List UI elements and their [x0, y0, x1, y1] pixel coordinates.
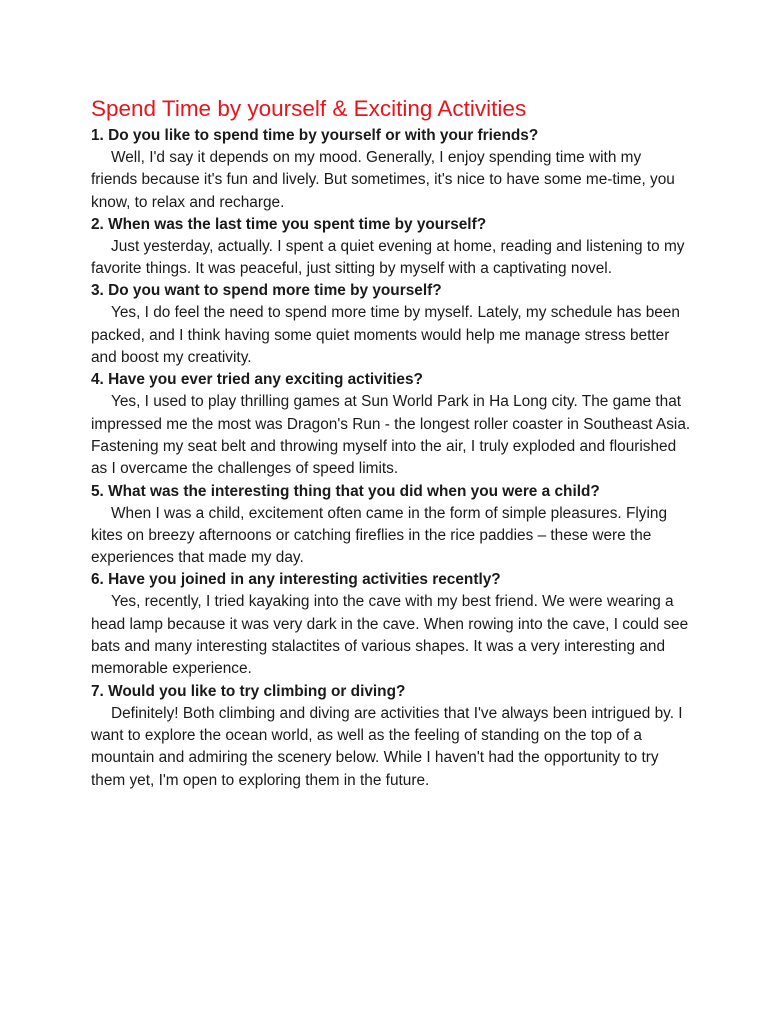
- qa-item-7: [91, 681, 691, 792]
- qa-item-3: [91, 280, 691, 369]
- question-text: 7. Would you like to try climbing or diving?: [91, 682, 406, 700]
- answer-text: When I was a child, excitement often came in the form of simple pleasures. Flying kites on breezy afternoons or catching fireflies in the rice paddies – these were the experiences that made my day.: [91, 504, 668, 567]
- document-title: Spend Time by yourself & Exciting Activities: [91, 96, 527, 121]
- qa-item-4: [91, 369, 691, 480]
- question-text: 2. When was the last time you spent time by yourself?: [91, 215, 487, 233]
- question-text: 5. What was the interesting thing that you did when you were a child?: [91, 482, 600, 500]
- qa-item-2: [91, 214, 691, 281]
- question-text: 1. Do you like to spend time by yourself or with your friends?: [91, 127, 539, 144]
- answer-text: Yes, recently, I tried kayaking into the cave with my best friend. We were wearing a head lamp because it was very dark in the cave. When rowing into the cave, I could see bats and many interesting stalactites of various shapes. It was a very interesting and memorable experience.: [91, 593, 689, 678]
- answer-text: Definitely! Both climbing and diving are activities that I've always been intrigued by. I want to explore the ocean world, as well as the feeling of standing on the top of a mountain and admiring the scenery below. While I haven't had the opportunity to try them yet, I'm open to exploring them in the future.: [91, 704, 683, 789]
- answer-text: Well, I'd say it depends on my mood. Generally, I enjoy spending time with my friends because it's fun and lively. But sometimes, it's nice to have some me-time, you know, to relax and recharge.: [91, 149, 675, 211]
- document-page: [91, 94, 691, 792]
- question-text: 4. Have you ever tried any exciting activities?: [91, 371, 423, 389]
- answer-text: Yes, I do feel the need to spend more time by myself. Lately, my schedule has been packed, and I think having some quiet moments would help me manage stress better and boost my creativity.: [91, 304, 680, 367]
- answer-text: Just yesterday, actually. I spent a quiet evening at home, reading and listening to my favorite things. It was peaceful, just sitting by myself with a captivating novel.: [91, 237, 685, 278]
- question-text: 6. Have you joined in any interesting activities recently?: [91, 571, 501, 589]
- question-text: 3. Do you want to spend more time by yourself?: [91, 282, 442, 300]
- answer-text: Yes, I used to play thrilling games at Sun World Park in Ha Long city. The game that impressed me the most was Dragon's Run - the longest roller coaster in Southeast Asia. Fastening my seat belt and throwing myself into the air, I truly exploded and flourished as I overcame the challenges of speed limits.: [91, 393, 691, 478]
- qa-item-6: [91, 569, 691, 680]
- qa-item-5: [91, 481, 691, 570]
- qa-item-1: [91, 125, 691, 214]
